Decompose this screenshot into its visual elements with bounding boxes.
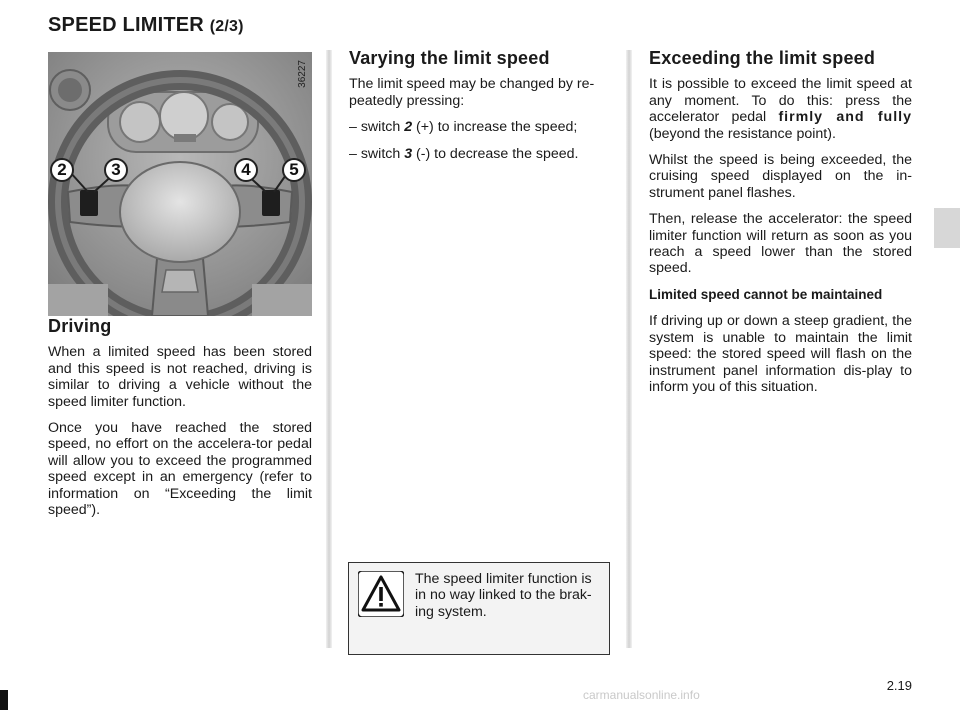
varying-intro: The limit speed may be changed by re-peatedly pressing: <box>349 76 595 109</box>
driving-paragraph-1: When a limited speed has been stored and this speed is not reached, driving is similar to driving a vehicle without the speed limiter function. <box>48 344 312 410</box>
corner-mark <box>0 690 8 710</box>
column-divider-left <box>326 50 332 648</box>
callout-4: 4 <box>234 158 258 182</box>
exceeding-p1-end: (beyond the resistance point). <box>649 125 836 142</box>
page-number: 2.19 <box>886 678 912 693</box>
watermark: carmanualsonline.info <box>583 688 700 702</box>
exceeding-paragraph-4: If driving up or down a steep gradient, the system is unable to maintain the limit speed: the stored speed will flash on the instrument panel information dis-play to inform you of this situation. <box>649 313 912 395</box>
page-title <box>48 14 244 37</box>
section-driving <box>48 318 312 528</box>
item-prefix: – switch <box>349 145 405 162</box>
callout-2: 2 <box>50 158 74 182</box>
exceeding-p1-emphasis: firmly and fully <box>778 109 912 126</box>
section-varying <box>349 50 612 172</box>
item-text: (+) to increase the speed; <box>412 119 578 136</box>
page-title-main: SPEED LIMITER <box>48 14 204 36</box>
exceeding-p1-start: It is possible to exceed the limit speed at any moment. To do this: press the accelerator pedal <box>649 76 912 126</box>
exceeding-heading: Exceeding the limit speed <box>649 48 876 68</box>
varying-item-decrease <box>349 146 612 162</box>
callout-3: 3 <box>104 158 128 182</box>
varying-item-increase <box>349 119 612 135</box>
steering-wheel-photo <box>48 52 312 316</box>
switch-number: 2 <box>404 119 413 136</box>
steering-wheel-illustration <box>48 52 312 316</box>
exceeding-paragraph-3: Then, release the accelerator: the speed limiter function will return as soon as you reach a speed lower than the stored speed. <box>649 211 912 277</box>
warning-box <box>348 562 610 655</box>
item-text: (-) to decrease the speed. <box>412 145 579 162</box>
driving-paragraph-2: Once you have reached the stored speed, no effort on the accelera-tor pedal will allow you to exceed the programmed speed except in an emergency (refer to information on “Exceeding the limit speed”). <box>48 420 312 519</box>
chapter-tab <box>934 208 960 248</box>
callout-5: 5 <box>282 158 306 182</box>
section-exceeding <box>649 50 912 405</box>
varying-heading: Varying the limit speed <box>349 48 550 68</box>
driving-heading: Driving <box>48 316 112 336</box>
warning-text: The speed limiter function is in no way linked to the brak-ing system. <box>415 571 592 620</box>
exceeding-paragraph-1 <box>649 76 912 142</box>
exceeding-paragraph-2: Whilst the speed is being exceeded, the cruising speed displayed on the in-strument panel flashes. <box>649 152 912 201</box>
page-title-part: (2/3) <box>209 18 244 35</box>
column-divider-right <box>626 50 632 648</box>
switch-number: 3 <box>404 145 413 162</box>
warning-triangle-icon <box>358 571 404 617</box>
item-prefix: – switch <box>349 119 405 136</box>
exceeding-subheading: Limited speed cannot be maintained <box>649 286 883 302</box>
figure-code: 36227 <box>297 60 308 88</box>
